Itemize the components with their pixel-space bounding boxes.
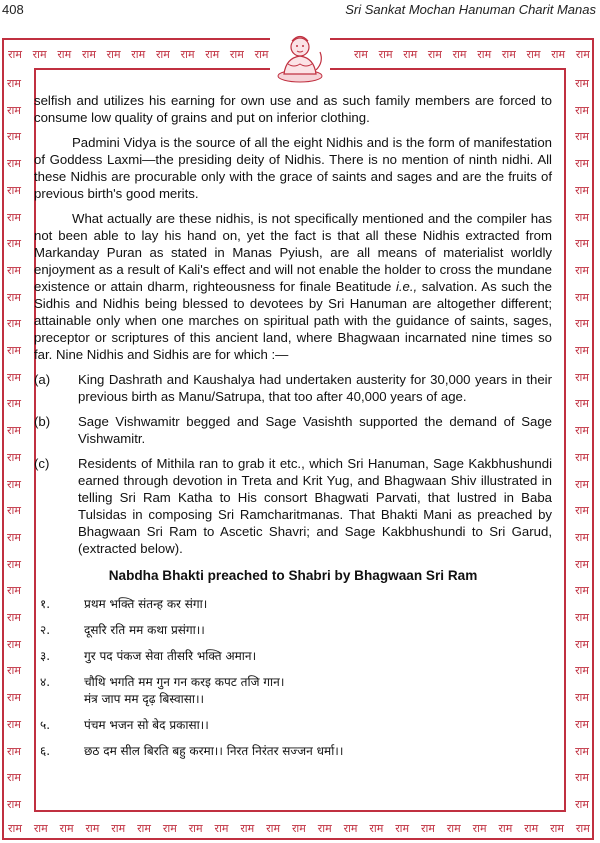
border-ram-word: राम: [7, 317, 21, 331]
verse-line: गुर पद पंकज सेवा तीसरि भक्ति अमान।: [84, 649, 257, 663]
verse-number: ३.: [40, 649, 51, 663]
border-ram-word: राम: [501, 48, 516, 61]
list-item: [34, 413, 552, 447]
border-ram-word: राम: [575, 771, 589, 785]
border-ram-word: राम: [317, 822, 332, 835]
border-ram-word: राम: [155, 48, 170, 61]
border-ram-word: राम: [111, 822, 126, 835]
border-ram-word: राम: [575, 584, 589, 598]
border-ram-word: राम: [575, 344, 589, 358]
verse-line: पंचम भजन सो बेद प्रकासा।।: [84, 718, 209, 732]
list-text: King Dashrath and Kaushalya had undertaken austerity for 30,000 years in their previous birth as Manu/Satrupa, that too after 40,000 years of age.: [78, 372, 552, 404]
border-ram-word: राम: [575, 48, 590, 61]
section-title: Nabdha Bhakti preached to Shabri by Bhagwaan Sri Ram: [108, 568, 478, 583]
border-ram-word: राम: [575, 370, 589, 384]
list-text: Residents of Mithila ran to grab it etc., which Sri Hanuman, Sage Kakbhushundi earned through devotion in Treta and Krit Yug, and Bhagwaan Shiv illustrated in telling Sri Ram Katha to His consort Bhagwati Parvati, that lustred in Baba Tulsidas in composing Sri Ramcharitmanas. That Bhakti Mani as preached by Bhagwaan Sri Ram to Ascetic Shavri; and Sage Kakbhushundi to Sri Garud, (extracted below).: [78, 456, 552, 556]
border-ram-word: राम: [7, 557, 21, 571]
border-right: [575, 76, 589, 812]
border-ram-word: राम: [575, 424, 589, 438]
border-ram-word: राम: [7, 397, 21, 411]
border-ram-word: राम: [446, 822, 461, 835]
border-ram-word: राम: [254, 48, 269, 61]
border-ram-word: राम: [7, 370, 21, 384]
page-body: [34, 92, 552, 769]
border-ram-word: राम: [378, 48, 393, 61]
verse-line: मंत्र जाप मम दृढ़ बिस्वासा।।: [84, 692, 205, 706]
border-ram-word: राम: [7, 637, 21, 651]
ie-abbrev: i.e.,: [395, 279, 418, 294]
border-ram-word: राम: [7, 130, 21, 144]
border-ram-word: राम: [8, 48, 22, 61]
verse-item: [34, 648, 552, 665]
list-marker: (a): [34, 372, 51, 387]
verse-line: चौथि भगति मम गुन गन करइ कपट तजि गान।: [84, 675, 285, 689]
border-ram-word: राम: [7, 717, 21, 731]
border-ram-word: राम: [421, 822, 435, 835]
border-ram-word: राम: [575, 717, 589, 731]
border-ram-word: राम: [240, 822, 255, 835]
list-text: Sage Vishwamitr begged and Sage Vasishth supported the demand of Sage Vishwamitr.: [78, 414, 552, 446]
border-ram-word: राम: [137, 822, 151, 835]
page-number: 408: [2, 2, 24, 17]
paragraph-nidhis-part1: What actually are these nidhis, is not specifically mentioned and the compiler has not been able to lay his hand on, yet the fact is that all these Nidhis extracted from Markanday Puran as stated in Manas Pyiush, are all means of materialist worldly enjoyment as a result of Kali's effect and will not enable the holder to cross the mundane existence or attain dharm, righteousness for finale Beatitude: [34, 211, 552, 294]
border-ram-word: राम: [550, 822, 564, 835]
hindi-verse-list: [34, 596, 552, 760]
border-ram-word: राम: [551, 48, 566, 61]
border-ram-word: राम: [575, 744, 589, 758]
border-ram-word: राम: [575, 210, 589, 224]
verse-item: [34, 743, 552, 760]
verse-number: २.: [40, 623, 51, 637]
lettered-list: [34, 371, 552, 557]
border-ram-word: राम: [106, 48, 121, 61]
verse-item: [34, 674, 552, 708]
border-ram-word: राम: [291, 822, 306, 835]
border-ram-word: राम: [7, 424, 21, 438]
border-ram-word: राम: [575, 611, 589, 625]
border-ram-word: राम: [575, 317, 589, 331]
border-ram-word: राम: [575, 691, 589, 705]
border-ram-word: राम: [188, 822, 203, 835]
border-ram-word: राम: [7, 504, 21, 518]
border-ram-word: राम: [59, 822, 74, 835]
list-marker: (c): [34, 456, 50, 471]
border-ram-word: राम: [7, 263, 21, 277]
border-ram-word: राम: [7, 77, 21, 90]
border-ram-word: राम: [353, 48, 368, 61]
paragraph-selfish: selfish and utilizes his earning for own use and as such family members are forced to consume low quality of grains and put on inferior clothing.: [34, 93, 552, 125]
verse-number: ६.: [40, 744, 51, 758]
border-ram-word: राम: [266, 822, 281, 835]
verse-item: [34, 717, 552, 734]
border-ram-word: राम: [575, 183, 589, 197]
border-ram-word: राम: [7, 183, 21, 197]
border-ram-word: राम: [32, 48, 47, 61]
border-ram-word: राम: [575, 557, 589, 571]
border-ram-word: राम: [526, 48, 541, 61]
border-ram-word: राम: [7, 477, 21, 491]
border-ram-word: राम: [575, 290, 589, 304]
border-ram-word: राम: [427, 48, 442, 61]
border-ram-word: राम: [575, 822, 590, 835]
border-ram-word: राम: [7, 103, 21, 117]
border-ram-word: राम: [477, 48, 492, 61]
border-ram-word: राम: [33, 822, 48, 835]
verse-number: ५.: [40, 718, 51, 732]
border-ram-word: राम: [452, 48, 467, 61]
border-ram-word: राम: [180, 48, 195, 61]
border-ram-word: राम: [7, 744, 21, 758]
border-ram-word: राम: [131, 48, 146, 61]
paragraph-padmini-vidya: Padmini Vidya is the source of all the eight Nidhis and is the form of manifestation of Goddess Laxmi—the presiding deity of Nidhis. There is no mention of ninth nidhi. All these Nidhis are procurable only with the grace of saints and sages and are the fruits of previous birth's good merits.: [34, 135, 552, 201]
verse-item: [34, 596, 552, 613]
border-ram-word: राम: [229, 48, 244, 61]
border-ram-word: राम: [81, 48, 96, 61]
border-ram-word: राम: [575, 504, 589, 518]
border-ram-word: राम: [205, 48, 220, 61]
border-ram-word: राम: [472, 822, 487, 835]
verse-line: छठ दम सील बिरति बहु करमा।। निरत निरंतर सज्जन धर्मा।।: [84, 744, 344, 758]
border-ram-word: राम: [7, 157, 21, 171]
page-header: [0, 0, 600, 20]
border-ram-word: राम: [7, 771, 21, 785]
border-ram-word: राम: [369, 822, 384, 835]
border-ram-word: राम: [7, 797, 21, 811]
verse-line: प्रथम भक्ति संतन्ह कर संगा।: [84, 597, 208, 611]
verse-item: [34, 622, 552, 639]
border-ram-word: राम: [7, 664, 21, 678]
border-ram-word: राम: [7, 530, 21, 544]
border-ram-word: राम: [575, 263, 589, 277]
verse-line: दूसरि रति मम कथा प्रसंगा।।: [84, 623, 205, 637]
border-ram-word: राम: [575, 77, 589, 90]
border-ram-word: राम: [57, 48, 72, 61]
border-ram-word: राम: [343, 822, 358, 835]
border-ram-word: राम: [575, 450, 589, 464]
verse-number: १.: [40, 597, 51, 611]
paragraph-nidhis: [34, 210, 552, 363]
border-ram-word: राम: [575, 530, 589, 544]
border-ram-word: राम: [575, 130, 589, 144]
border-ram-word: राम: [7, 691, 21, 705]
border-left: [7, 76, 21, 812]
list-marker: (b): [34, 414, 51, 429]
border-ram-word: राम: [7, 584, 21, 598]
border-ram-word: राम: [575, 103, 589, 117]
border-ram-word: राम: [395, 822, 410, 835]
paragraph-nidhis-part2: salvation. As such the Sidhis and Nidhis being blessed to devotees by Sri Hanuman are altogether different; attainable only when one marches on spiritual path with the guidance of saints, sages, preceptor or scriptures of this ancient land, where Bhagwaan incarnated nine times so far. Nine Nidhis and Sidhis are for which :—: [34, 279, 552, 362]
border-ram-word: राम: [8, 822, 22, 835]
border-ram-word: राम: [85, 822, 100, 835]
border-ram-word: राम: [498, 822, 513, 835]
border-bottom: [8, 821, 590, 836]
book-title: Sri Sankat Mochan Hanuman Charit Manas: [345, 2, 596, 17]
border-ram-word: राम: [403, 48, 418, 61]
verse-number: ४.: [40, 675, 51, 689]
border-ram-word: राम: [7, 450, 21, 464]
border-ram-word: राम: [7, 210, 21, 224]
border-ram-word: राम: [575, 397, 589, 411]
border-ram-word: राम: [162, 822, 177, 835]
border-ram-word: राम: [575, 157, 589, 171]
border-ram-word: राम: [575, 664, 589, 678]
border-ram-word: राम: [575, 637, 589, 651]
border-ram-word: राम: [575, 237, 589, 251]
list-item: [34, 371, 552, 405]
list-item: [34, 455, 552, 557]
border-ram-word: राम: [575, 477, 589, 491]
border-ram-word: राम: [7, 237, 21, 251]
border-ram-word: राम: [524, 822, 539, 835]
hanuman-emblem-icon: [270, 30, 330, 84]
border-ram-word: राम: [214, 822, 229, 835]
border-ram-word: राम: [7, 290, 21, 304]
border-ram-word: राम: [7, 611, 21, 625]
border-ram-word: राम: [7, 344, 21, 358]
border-ram-word: राम: [575, 797, 589, 811]
